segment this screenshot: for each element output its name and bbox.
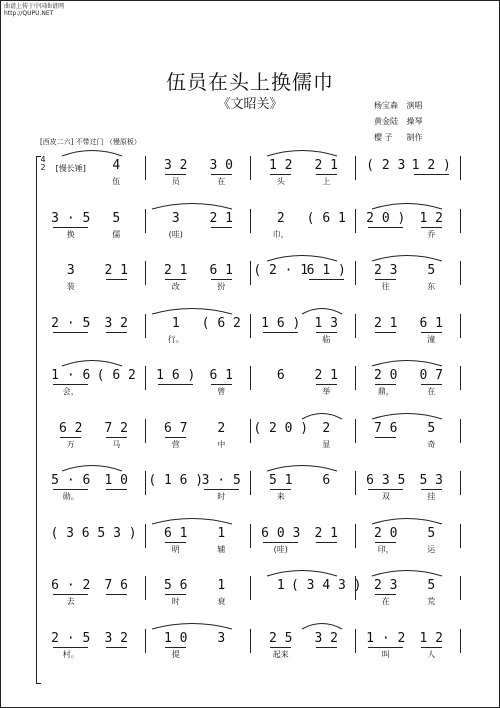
score-row xyxy=(42,419,462,463)
note-group: 1 xyxy=(171,315,180,331)
barline xyxy=(355,471,356,495)
note-group: 7 6 xyxy=(374,420,398,436)
note-group: 0 7 xyxy=(419,368,443,383)
lyric: 换 xyxy=(66,229,75,239)
lyric: 村。 xyxy=(62,649,79,659)
lyric: 行。 xyxy=(167,334,184,344)
note-group: 1 3 xyxy=(314,315,338,331)
opera-subtitle: 《文昭关》 xyxy=(217,97,283,112)
note-group: 6 xyxy=(276,368,285,383)
lyric: 衰 xyxy=(217,597,226,606)
lyric: 伍 xyxy=(112,177,121,186)
barline xyxy=(145,209,146,233)
note-group: 6 xyxy=(322,473,331,488)
lyric: (哇) xyxy=(273,544,288,554)
note-group: 5 xyxy=(427,263,436,278)
slur-arc xyxy=(62,466,122,472)
beam-underline xyxy=(375,332,396,333)
credit-accompanist xyxy=(374,116,423,127)
beam-underline xyxy=(316,332,337,333)
score-row xyxy=(42,209,462,253)
barline xyxy=(145,314,146,338)
beam-underline xyxy=(263,332,298,333)
note-group: ( 6 2 xyxy=(201,315,241,331)
beam-underline xyxy=(53,489,88,490)
barline xyxy=(355,524,356,548)
lyric: (哇) xyxy=(168,229,183,239)
barline xyxy=(250,156,251,180)
barline xyxy=(460,524,461,548)
slur-arc xyxy=(372,256,442,262)
beam-underline xyxy=(270,647,291,648)
lyric: 双 xyxy=(381,492,390,501)
slur-layer xyxy=(42,357,462,367)
time-sig-top: 4 xyxy=(40,155,46,164)
slur-arc xyxy=(302,308,342,314)
lyric: 员 xyxy=(171,177,180,186)
note-group: 3 · 5 xyxy=(201,473,241,488)
slur-layer xyxy=(42,462,462,472)
note-group: 7 6 xyxy=(104,578,128,593)
score-row xyxy=(42,366,462,410)
beam-underline xyxy=(165,647,186,648)
beam-underline xyxy=(106,332,127,333)
note-group: 2 1 xyxy=(314,525,338,541)
note-group: 2 5 xyxy=(269,630,293,646)
lyric: 头 xyxy=(276,177,285,186)
slur-layer xyxy=(42,410,462,420)
score-system xyxy=(42,156,462,682)
beam-underline xyxy=(165,279,186,280)
time-sig-bottom: 2 xyxy=(40,163,46,172)
barline xyxy=(355,261,356,285)
note-group: 2 3 xyxy=(374,263,398,278)
time-signature xyxy=(40,156,46,172)
lyric: 人 xyxy=(427,649,436,659)
lyric: 往 xyxy=(381,282,390,291)
note-group: 6 0 3 xyxy=(261,525,301,541)
barline xyxy=(355,314,356,338)
lyric: 在 xyxy=(217,177,226,186)
barline xyxy=(355,366,356,390)
note-group: 2 1 xyxy=(164,263,188,278)
slur-arc xyxy=(302,413,342,419)
note-group: 2 1 xyxy=(314,368,338,383)
note-group: 6 3 5 xyxy=(366,473,406,488)
lyric: 来 xyxy=(276,492,285,501)
barline xyxy=(355,629,356,653)
beam-underline xyxy=(53,227,88,228)
note-group: 6 1 xyxy=(164,525,188,541)
beam-underline xyxy=(421,332,442,333)
beam-underline xyxy=(421,384,442,385)
beam-underline xyxy=(53,332,88,333)
beam-underline xyxy=(421,227,442,228)
note-group: 6 2 xyxy=(59,420,83,436)
note-group: 5 · 6 xyxy=(51,473,91,488)
credit-maker xyxy=(374,132,423,143)
note-group: 1 6 ) xyxy=(261,315,301,331)
slur-layer xyxy=(42,252,462,262)
barline xyxy=(145,524,146,548)
score-row xyxy=(42,524,462,568)
beam-underline xyxy=(316,384,337,385)
mode-tag: [西皮二六] 不带过门 （慢原板） xyxy=(40,138,141,146)
note-group: 3 xyxy=(66,263,75,278)
beam-underline xyxy=(106,489,127,490)
slur-arc xyxy=(372,361,442,367)
note-group: 1 xyxy=(276,578,285,593)
slur-layer xyxy=(42,305,462,315)
lyric: 叫 xyxy=(381,649,390,659)
barline xyxy=(250,576,251,600)
note-group: 1 xyxy=(217,578,226,593)
beam-underline xyxy=(60,437,81,438)
beam-underline xyxy=(368,647,403,648)
lyric: 改 xyxy=(171,282,180,291)
note-group: ( 1 6 ) xyxy=(148,473,204,488)
score-row xyxy=(42,314,462,358)
barline xyxy=(250,314,251,338)
note-group: 1 · 2 xyxy=(366,630,406,646)
barline xyxy=(460,314,461,338)
note-group: 2 xyxy=(322,420,331,436)
barline xyxy=(460,576,461,600)
barline xyxy=(460,261,461,285)
lyric: 会， xyxy=(62,387,79,396)
note-group: ( 3 6 5 3 ) xyxy=(50,525,137,541)
lyric: 鼎， xyxy=(377,387,394,396)
barline xyxy=(460,629,461,653)
lyric: 上 xyxy=(322,177,331,186)
slur-layer xyxy=(42,567,462,577)
note-group: ( 2 0 ) xyxy=(253,420,309,436)
note-group: 3 2 xyxy=(314,630,338,646)
slur-arc xyxy=(372,571,442,577)
credit-role: 演唱 xyxy=(406,101,423,110)
note-group: ( 2 · 1 xyxy=(253,263,309,278)
lyric: 时 xyxy=(171,597,180,606)
note-group: 1 0 xyxy=(104,473,128,488)
slur-arc xyxy=(152,308,232,314)
credit-singer xyxy=(374,100,423,111)
barline xyxy=(460,471,461,495)
credit-role: 制作 xyxy=(406,133,423,142)
slur-arc xyxy=(302,623,342,629)
note-group: ( 6 1 xyxy=(306,210,346,226)
beam-underline xyxy=(309,279,344,280)
barline xyxy=(145,576,146,600)
barline xyxy=(460,419,461,443)
slur-arc xyxy=(267,571,337,577)
note-group: 6 1 ) xyxy=(306,263,346,278)
barline xyxy=(250,629,251,653)
note-group: 2 1 xyxy=(209,210,233,226)
barline xyxy=(145,366,146,390)
barline xyxy=(250,524,251,548)
beam-underline xyxy=(211,174,232,175)
note-group: 5 1 xyxy=(269,473,293,488)
beam-underline xyxy=(211,279,232,280)
beam-underline xyxy=(421,489,442,490)
beam-underline xyxy=(375,594,396,595)
slur-arc xyxy=(267,256,337,262)
beam-underline xyxy=(421,647,442,648)
barline xyxy=(250,419,251,443)
slur-arc xyxy=(372,413,442,419)
lyric: 显 xyxy=(322,439,331,449)
barline xyxy=(460,209,461,233)
beam-underline xyxy=(270,489,291,490)
barline xyxy=(145,261,146,285)
beam-underline xyxy=(165,174,186,175)
song-title: 伍员在头上换儒巾 xyxy=(166,70,334,94)
beam-underline xyxy=(368,227,403,228)
barline xyxy=(460,156,461,180)
beam-underline xyxy=(204,489,239,490)
lyric: 挂 xyxy=(427,492,436,501)
barline xyxy=(355,419,356,443)
lyric: 运 xyxy=(427,544,436,554)
beam-underline xyxy=(158,384,193,385)
slur-arc xyxy=(372,203,442,209)
lyric: 临 xyxy=(322,334,331,344)
lyric: 曾 xyxy=(217,387,226,396)
slur-arc xyxy=(152,203,232,209)
beam-underline xyxy=(211,227,232,228)
note-group: 2 · 5 xyxy=(51,630,91,646)
beam-underline xyxy=(165,594,186,595)
beam-underline xyxy=(375,384,396,385)
note-group: 5 xyxy=(427,578,436,593)
note-group: 2 · 5 xyxy=(51,315,91,331)
note-group: 6 1 xyxy=(209,263,233,278)
note-group: 2 1 xyxy=(314,158,338,173)
note-group: 2 1 xyxy=(374,315,398,331)
note-group: 2 1 xyxy=(104,263,128,278)
lyric: 万 xyxy=(66,439,75,449)
beam-underline xyxy=(316,647,337,648)
slur-layer xyxy=(42,515,462,525)
beam-underline xyxy=(375,542,396,543)
note-group: 3 xyxy=(217,630,226,646)
note-group: [慢长锤] xyxy=(55,164,86,173)
note-group: 1 0 xyxy=(164,630,188,646)
note-group: 2 0 xyxy=(374,525,398,541)
lyric: 去 xyxy=(66,597,75,606)
system-brace xyxy=(36,156,41,684)
slur-arc xyxy=(152,518,232,524)
note-group: 1 xyxy=(217,525,226,541)
note-group: 3 0 xyxy=(209,158,233,173)
credit-name: 杨宝森 xyxy=(374,101,398,110)
lyric: 印， xyxy=(377,544,394,554)
barline xyxy=(250,471,251,495)
beam-underline xyxy=(165,542,186,543)
note-group: 2 0 ) xyxy=(366,210,406,226)
note-group: 7 2 xyxy=(104,420,128,436)
note-group: 5 xyxy=(112,210,121,226)
lyric: 东 xyxy=(427,282,436,291)
barline xyxy=(355,156,356,180)
lyric: 装 xyxy=(66,282,75,291)
note-group: 3 xyxy=(171,210,180,226)
note-group: 5 6 xyxy=(164,578,188,593)
lyric: 潼 xyxy=(427,334,436,344)
note-group: 3 2 xyxy=(104,315,128,331)
lyric: 营 xyxy=(171,439,180,449)
score-row xyxy=(42,629,462,673)
beam-underline xyxy=(316,174,337,175)
beam-underline xyxy=(368,489,403,490)
beam-underline xyxy=(263,542,298,543)
note-group: 6 1 xyxy=(419,315,443,331)
note-group: ( 2 3 xyxy=(366,158,406,173)
beam-underline xyxy=(106,437,127,438)
lyric: 巾， xyxy=(272,229,289,239)
score-row xyxy=(42,156,462,200)
beam-underline xyxy=(316,542,337,543)
note-group: 5 3 xyxy=(419,473,443,488)
beam-underline xyxy=(211,384,232,385)
lyric: 起来 xyxy=(272,649,289,659)
site-watermark xyxy=(4,3,64,17)
site-url: http://QUPU.NET xyxy=(4,10,54,17)
lyric: 提 xyxy=(171,649,180,659)
slur-arc xyxy=(152,623,232,629)
lyric: 举 xyxy=(322,387,331,396)
slur-arc xyxy=(267,466,337,472)
score-row xyxy=(42,471,462,515)
beam-underline xyxy=(53,384,88,385)
barline xyxy=(145,156,146,180)
beam-underline xyxy=(375,437,396,438)
note-group: 1 2 xyxy=(419,210,443,226)
lyric: 乔 xyxy=(427,229,436,239)
beam-underline xyxy=(106,279,127,280)
lyric: 勋。 xyxy=(62,492,79,501)
lyric: 在 xyxy=(427,387,436,396)
slur-arc xyxy=(62,361,122,367)
note-group: 2 xyxy=(217,420,226,436)
note-group: 3 2 xyxy=(104,630,128,646)
note-group: 1 2 xyxy=(419,630,443,646)
barline xyxy=(145,629,146,653)
lyric: 时 xyxy=(217,492,226,501)
barline xyxy=(250,209,251,233)
note-group: 2 0 xyxy=(374,368,398,383)
site-name: 曲谱上传于中国曲谱网 xyxy=(4,3,65,10)
note-group: 1 2 ) xyxy=(411,158,451,173)
slur-layer xyxy=(42,200,462,210)
beam-underline xyxy=(270,174,291,175)
barline xyxy=(355,209,356,233)
slur-layer xyxy=(42,620,462,630)
beam-underline xyxy=(106,594,127,595)
note-group: 1 6 ) xyxy=(156,368,196,383)
score-row xyxy=(42,576,462,620)
lyric: 荒 xyxy=(427,597,436,606)
note-group: 5 xyxy=(427,525,436,541)
barline xyxy=(250,366,251,390)
slur-arc xyxy=(372,518,442,524)
note-group: 2 xyxy=(276,210,285,226)
note-group: 6 7 xyxy=(164,420,188,436)
note-group: ( 3 4 3 ) xyxy=(291,578,362,593)
beam-underline xyxy=(414,174,449,175)
lyric: 中 xyxy=(217,439,226,449)
lyric: 辅 xyxy=(217,544,226,554)
credit-name: 樱 子 xyxy=(374,133,393,142)
lyric: 儒 xyxy=(112,229,121,239)
note-group: 2 3 xyxy=(374,578,398,593)
note-group: 6 · 2 xyxy=(51,578,91,593)
beam-underline xyxy=(165,437,186,438)
note-group: ( 6 2 xyxy=(96,368,136,383)
beam-underline xyxy=(106,647,127,648)
note-group: 6 1 xyxy=(209,368,233,383)
note-group: 1 · 6 xyxy=(51,368,91,383)
lyric: 在 xyxy=(381,597,390,606)
lyric: 扮 xyxy=(217,282,226,291)
beam-underline xyxy=(375,279,396,280)
barline xyxy=(145,419,146,443)
beam-underline xyxy=(53,594,88,595)
note-group: 3 2 xyxy=(164,158,188,173)
barline xyxy=(460,366,461,390)
score-row xyxy=(42,261,462,305)
note-group: 5 xyxy=(427,420,436,436)
note-group: 1 2 xyxy=(269,158,293,173)
beam-underline xyxy=(53,647,88,648)
lyric: 奇 xyxy=(427,439,436,449)
credit-name: 黄金陆 xyxy=(374,117,398,126)
barline xyxy=(250,261,251,285)
credit-role: 操琴 xyxy=(406,117,423,126)
barline xyxy=(145,471,146,495)
note-group: 3 · 5 xyxy=(51,210,91,226)
lyric: 马 xyxy=(112,439,121,449)
note-group: 4 xyxy=(112,158,121,173)
lyric: 明 xyxy=(171,544,180,554)
